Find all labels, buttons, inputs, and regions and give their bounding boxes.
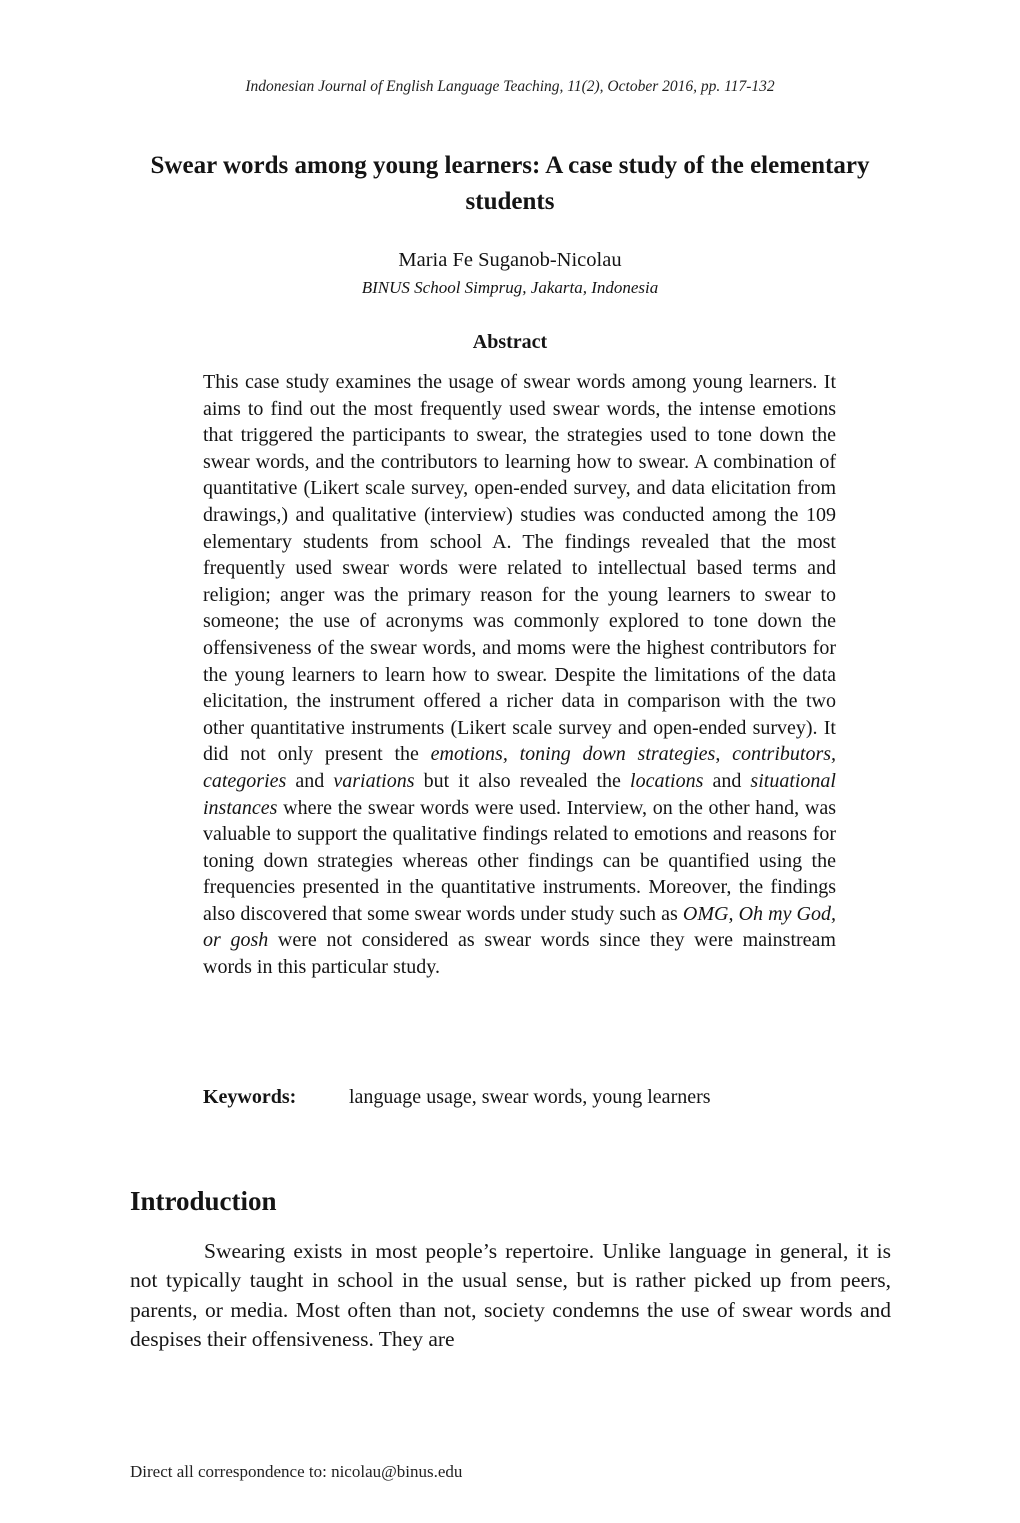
- abstract-text-segment: where the swear words were used. Interview, on the other hand, was valuable to support the qualitative findings related to emotions and reasons for toning down strategies whereas other findings can be quantified using the frequencies presented in the quantitative instruments. Moreover, the findings also discovered that some swear words under study such as: [203, 796, 836, 925]
- abstract-text-segment: ,: [715, 743, 733, 766]
- paper-title: Swear words among young learners: A case study of the elementary students: [150, 152, 870, 215]
- abstract-emphasis: contributors, categories: [203, 743, 837, 792]
- abstract-text-segment: and: [703, 769, 751, 792]
- author-name: Maria Fe Suganob-Nicolau: [398, 249, 622, 271]
- abstract-emphasis: emotions, toning down strategies: [430, 743, 716, 766]
- keywords-line: [203, 1086, 711, 1109]
- abstract-text-segment: This case study examines the usage of swear words among young learners. It aims to find out the most frequently used swear words, the intense emotions that triggered the participants to swear, the strategies used to tone down the swear words, and the contributors to learning how to swear. A combination of quantitative (Likert scale survey, open-ended survey, and data elicitation from drawings,) and qualitative (interview) studies was conducted among the 109 elementary students from school A. The findings revealed that the most frequently used swear words were related to intellectual based terms and religion; anger was the primary reason for the young learners to swear to someone; the use of acronyms was commonly explored to tone down the offensiveness of the swear words, and moms were the highest contributors for the young learners to learn how to swear. Despite the limitations of the data elicitation, the instrument offered a richer data in comparison with the two other quantitative instruments (Likert scale survey and open-ended survey). It did not only present the: [203, 371, 836, 766]
- introduction-heading: Introduction: [130, 1186, 277, 1216]
- keywords-value: language usage, swear words, young learners: [349, 1086, 711, 1108]
- abstract-text-segment: and: [286, 769, 334, 792]
- abstract-emphasis: OMG, Oh my God, or gosh: [203, 902, 836, 952]
- abstract-heading: Abstract: [472, 331, 548, 353]
- abstract-text: [203, 369, 836, 981]
- introduction-paragraph: Swearing exists in most people’s repertoire. Unlike language in general, it is not typically taught in school in the usual sense, but is rather picked up from peers, parents, or media. Most often than not, society condemns the use of swear words and despises their offensiveness. They are: [130, 1239, 891, 1352]
- abstract-emphasis: situational instances: [203, 769, 836, 819]
- abstract-emphasis: variations: [333, 769, 415, 792]
- abstract-text-segment: but it also revealed the: [414, 769, 631, 792]
- correspondence-footnote: Direct all correspondence to: nicolau@binus.edu: [130, 1462, 463, 1481]
- author-affiliation: BINUS School Simprug, Jakarta, Indonesia: [361, 278, 659, 297]
- running-header: Indonesian Journal of English Language Teaching, 11(2), October 2016, pp. 117-132: [245, 78, 775, 95]
- abstract-text-segment: were not considered as swear words since they were mainstream words in this particular study.: [203, 929, 836, 979]
- abstract-emphasis: locations: [630, 769, 704, 792]
- keywords-label: Keywords:: [203, 1086, 297, 1108]
